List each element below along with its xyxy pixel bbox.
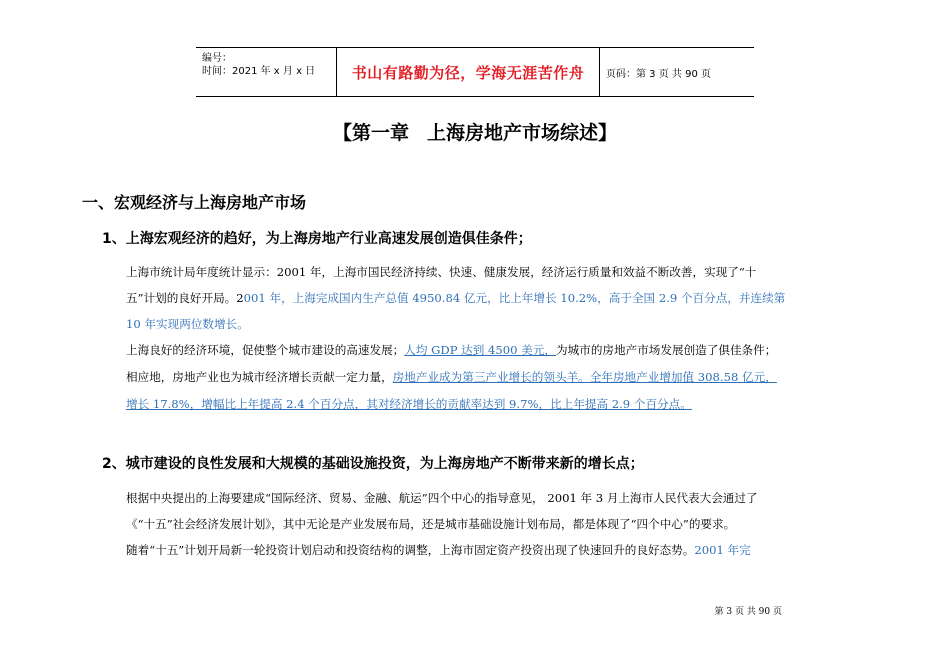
header-motto-cell bbox=[336, 48, 600, 96]
subsection-title-2: 2、城市建设的良性发展和大规模的基础设施投资，为上海房地产不断带来新的增长点； bbox=[102, 456, 644, 472]
time-label: 时间：2021 年 x 月 x 日 bbox=[202, 66, 316, 77]
p2-line-1: 根据中央提出的上海要建成“国际经济、贸易、金融、航运”四个中心的指导意见， 2001 年 3 月上海市人民代表大会通过了 bbox=[126, 491, 758, 505]
header-meta bbox=[196, 48, 336, 96]
p1-line-6: 增长 17.8%，增幅比上年提高 2.4 个百分点，其对经济增长的贡献率达到 9.7%，比上年提高 2.9 个百分点。 bbox=[126, 397, 692, 411]
chapter-title bbox=[0, 118, 950, 145]
p1-line-5: 相应地，房地产业也为城市经济增长贡献一定力量，房地产业成为第三产业增长的领头羊。全年房地产业增加值 308.58 亿元， bbox=[126, 370, 777, 384]
page-label: 页码：第 3 页 共 90 页 bbox=[606, 68, 711, 80]
p1-line-1: 上海市统计局年度统计显示：2001 年，上海市国民经济持续、快速、健康发展，经济运行质量和效益不断改善，实现了“十 bbox=[126, 265, 757, 279]
page-footer: 第 3 页 共 90 页 bbox=[714, 607, 782, 617]
chapter-title-left: 【第一章 bbox=[332, 122, 409, 144]
number-label: 编号： bbox=[202, 53, 232, 64]
section-title: 一、宏观经济与上海房地产市场 bbox=[82, 193, 307, 212]
p2-line-2: 《“十五”社会经济发展计划》，其中无论是产业发展布局，还是城市基础设施计划布局，都是体现了“四个中心”的要求。 bbox=[126, 517, 736, 531]
p2-line-3: 随着“十五”计划开局新一轮投资计划启动和投资结构的调整，上海市固定资产投资出现了快速回升的良好态势。2001 年完 bbox=[126, 543, 751, 557]
motto: 书山有路勤为径，学海无涯苦作舟 bbox=[351, 63, 585, 82]
p1-line-2: 五”计划的良好开局。2001 年，上海完成国内生产总值 4950.84 亿元，比上年增长 10.2%，高于全国 2.9 个百分点，并连续第 bbox=[126, 291, 786, 305]
subsection-title-1: 1、上海宏观经济的趋好，为上海房地产行业高速发展创造俱佳条件； bbox=[102, 231, 532, 247]
page-header bbox=[196, 47, 754, 97]
header-page-cell bbox=[600, 48, 754, 96]
p1-line-4: 上海良好的经济环境，促使整个城市建设的高速发展；人均 GDP 达到 4500 美元，为城市的房地产市场发展创造了俱佳条件； bbox=[126, 343, 777, 357]
p1-line-3: 10 年实现两位数增长。 bbox=[126, 317, 249, 331]
chapter-title-right: 上海房地产市场综述】 bbox=[427, 122, 618, 144]
